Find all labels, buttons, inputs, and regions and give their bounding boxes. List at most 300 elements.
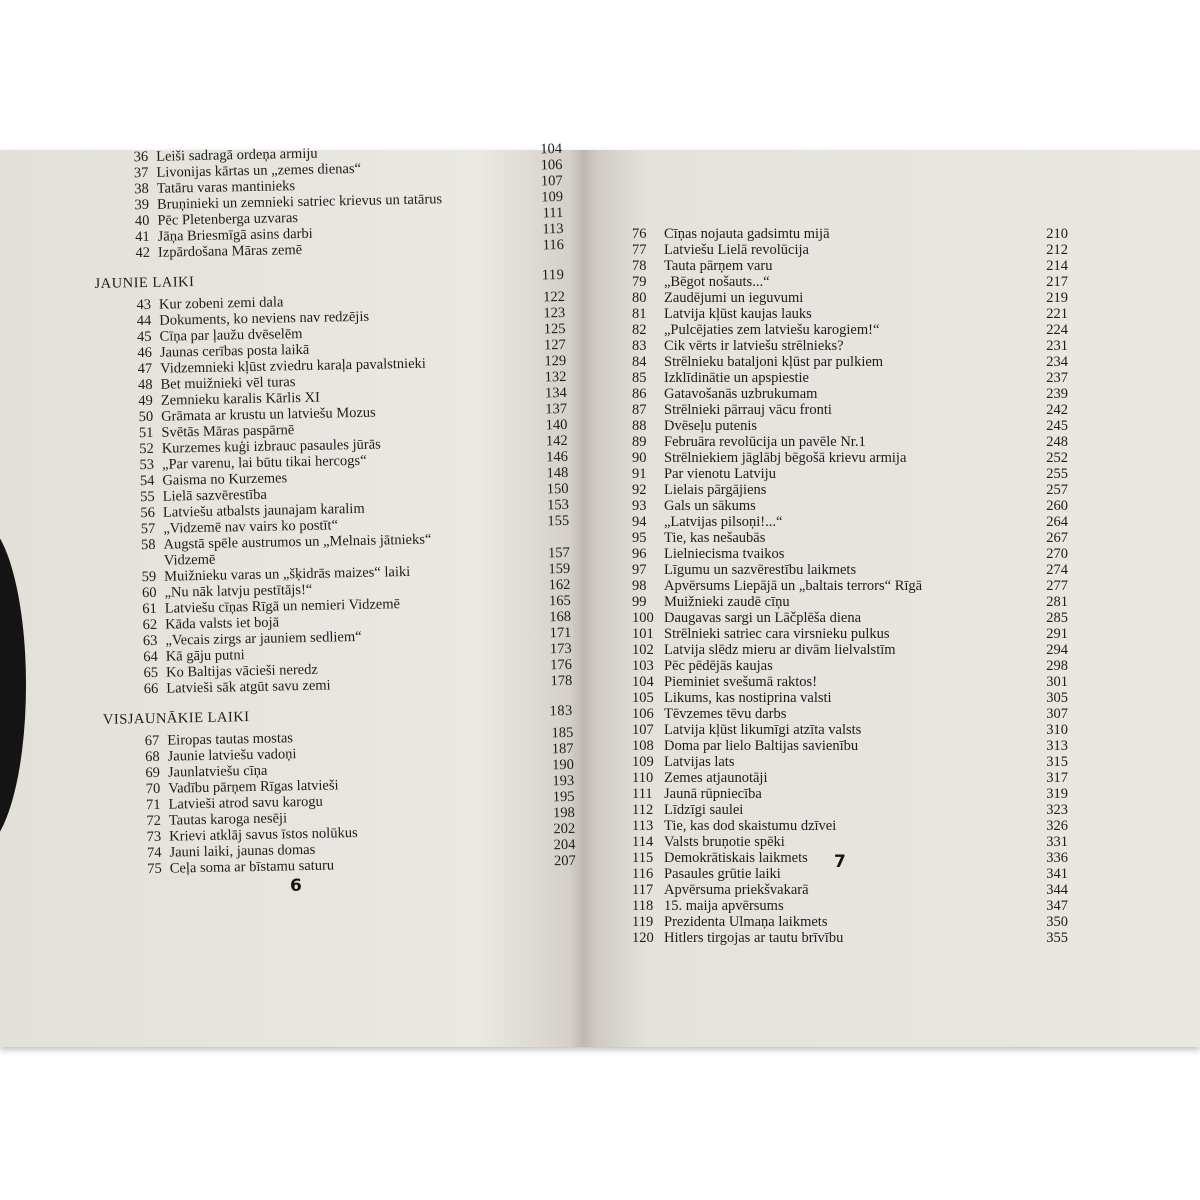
- entry-number: 90: [632, 450, 647, 466]
- entry-title: Augstā spēle austrumos un „Melnais jātnieks“: [163, 531, 432, 553]
- entry-title: Kurzemes kuģi izbrauc pasaules jūrās: [161, 436, 381, 457]
- entry-number: 85: [632, 370, 647, 386]
- toc-entry: [620, 754, 1090, 770]
- entry-title: Zemes atjaunotāji: [664, 770, 768, 786]
- entry-page: 140: [545, 416, 568, 434]
- entry-number: 101: [632, 626, 654, 642]
- entry-number: 40: [134, 212, 150, 230]
- entry-number: 83: [632, 338, 647, 354]
- toc-entry: [620, 418, 1090, 434]
- entry-number: 115: [632, 850, 654, 866]
- entry-page: 127: [543, 336, 566, 354]
- toc-entry: [620, 930, 1090, 946]
- entry-title: „Latvijas pilsoņi!...“: [664, 514, 783, 530]
- entry-number: 99: [632, 594, 647, 610]
- entry-number: 69: [145, 764, 161, 782]
- entry-number: 50: [138, 408, 154, 426]
- toc-entry: [620, 322, 1090, 338]
- entry-number: 59: [141, 568, 157, 586]
- entry-page: 148: [546, 464, 569, 482]
- left-page-contents: [92, 140, 576, 878]
- toc-entry: [620, 450, 1090, 466]
- entry-number: 71: [145, 796, 161, 814]
- toc-entry: [620, 466, 1090, 482]
- entry-number: 76: [632, 226, 647, 242]
- toc-entry: [620, 898, 1090, 914]
- entry-number: 79: [632, 274, 647, 290]
- entry-page: 176: [550, 656, 573, 674]
- entry-title: Latviešu Lielā revolūcija: [664, 242, 809, 258]
- toc-entry: [620, 770, 1090, 786]
- entry-page: 277: [1046, 578, 1068, 594]
- toc-entry: [620, 338, 1090, 354]
- toc-entry: [620, 354, 1090, 370]
- entry-number: 93: [632, 498, 647, 514]
- toc-entry: [620, 866, 1090, 882]
- entry-page: 224: [1046, 322, 1068, 338]
- entry-page: 134: [544, 384, 567, 402]
- entry-number: 102: [632, 642, 654, 658]
- entry-number: 84: [632, 354, 647, 370]
- entry-number: 43: [136, 296, 152, 314]
- entry-title: Strēlniekiem jāglābj bēgošā krievu armija: [664, 450, 907, 466]
- entry-page: 137: [545, 400, 568, 418]
- entry-page: 142: [545, 432, 568, 450]
- entry-title: Jaunas cerības posta laikā: [159, 341, 310, 361]
- toc-entry: [620, 610, 1090, 626]
- toc-entry: [620, 914, 1090, 930]
- entry-number: 118: [632, 898, 654, 914]
- entry-title: Strēlnieku bataljoni kļūst par pulkiem: [664, 354, 884, 370]
- toc-entry: [620, 562, 1090, 578]
- entry-page: 267: [1046, 530, 1068, 546]
- entry-page: 257: [1046, 482, 1068, 498]
- entry-number: 47: [137, 360, 153, 378]
- entry-page: 219: [1046, 290, 1068, 306]
- entry-title: Latvija kļūst likumīgi atzīta valsts: [664, 722, 862, 738]
- entry-page: 104: [540, 140, 563, 158]
- entry-page: 294: [1046, 642, 1068, 658]
- entry-page: 212: [1046, 242, 1068, 258]
- entry-title: Tie, kas dod skaistumu dzīvei: [664, 818, 837, 834]
- entry-number: 109: [632, 754, 654, 770]
- entry-number: 105: [632, 690, 654, 706]
- entry-title: Cīņa par ļaužu dvēselēm: [159, 325, 303, 345]
- entry-title: Muižnieki zaudē cīņu: [664, 594, 790, 610]
- entry-list-left-b: [95, 289, 573, 698]
- entry-title: Jaunie latviešu vadoņi: [167, 746, 297, 765]
- entry-number: 61: [142, 600, 157, 618]
- toc-entry: [620, 498, 1090, 514]
- entry-title: Latvija slēdz mieru ar divām lielvalstīm: [664, 642, 896, 658]
- page-number-left: 6: [290, 876, 302, 896]
- entry-title: Tēvzemes tēvu darbs: [664, 706, 787, 722]
- entry-title: Februāra revolūcija un pavēle Nr.1: [664, 434, 866, 450]
- entry-number: 119: [632, 914, 654, 930]
- entry-page: 331: [1046, 834, 1068, 850]
- entry-number: 63: [142, 632, 158, 650]
- entry-page: 159: [548, 560, 571, 578]
- entry-title: Livonijas kārtas un „zemes dienas“: [156, 160, 362, 181]
- entry-page: 198: [552, 804, 575, 822]
- entry-page: 122: [543, 288, 566, 306]
- toc-entry: [620, 626, 1090, 642]
- entry-title: Gaisma no Kurzemes: [162, 470, 288, 489]
- entry-title: Lielā sazvērestība: [162, 486, 268, 505]
- entry-page: 125: [543, 320, 566, 338]
- entry-title: Grāmata ar krustu un latviešu Mozus: [160, 404, 376, 425]
- toc-entry: [620, 850, 1090, 866]
- entry-page: 195: [552, 788, 575, 806]
- entry-page: 301: [1046, 674, 1068, 690]
- entry-page: 113: [542, 220, 564, 238]
- section-title: JAUNIE LAIKI: [94, 274, 195, 292]
- entry-title: 15. maija apvērsums: [664, 898, 784, 914]
- entry-number: 116: [632, 866, 654, 882]
- entry-title: Dvēseļu putenis: [664, 418, 758, 434]
- entry-number: 117: [632, 882, 654, 898]
- entry-number: 113: [632, 818, 654, 834]
- entry-title: Bet muižnieki vēl turas: [160, 374, 296, 393]
- entry-title: „Bēgot nošauts...“: [664, 274, 770, 290]
- entry-title: Tauta pārņem varu: [664, 258, 773, 274]
- entry-title: Demokrātiskais laikmets: [664, 850, 808, 866]
- entry-page: 255: [1046, 466, 1068, 482]
- entry-number: 95: [632, 530, 647, 546]
- entry-page: 111: [542, 204, 564, 222]
- entry-title: Apvērsuma priekšvakarā: [664, 882, 809, 898]
- entry-number: 53: [139, 456, 155, 474]
- entry-number: 56: [140, 504, 156, 522]
- toc-entry: [620, 226, 1090, 242]
- entry-number: 114: [632, 834, 654, 850]
- entry-title: Jaunā rūpniecība: [664, 786, 762, 802]
- entry-page: 323: [1046, 802, 1068, 818]
- entry-number: 48: [137, 376, 153, 394]
- entry-page: 217: [1046, 274, 1068, 290]
- entry-title: Prezidenta Ulmaņa laikmets: [664, 914, 828, 930]
- entry-title: Daugavas sargi un Lāčplēša diena: [664, 610, 862, 626]
- toc-entry: [620, 738, 1090, 754]
- entry-title: Lielais pārgājiens: [664, 482, 767, 498]
- entry-page: 132: [544, 368, 567, 386]
- entry-number: 111: [632, 786, 653, 802]
- entry-page: 341: [1046, 866, 1068, 882]
- entry-title: Par vienotu Latviju: [664, 466, 776, 482]
- entry-page: 305: [1046, 690, 1068, 706]
- entry-title: Muižnieku varas un „šķidrās maizes“ laiki: [164, 563, 411, 585]
- toc-entry: [620, 370, 1090, 386]
- entry-title: Zemnieku karalis Kārlis XI: [160, 389, 320, 409]
- entry-title: Tatāru varas mantinieks: [156, 178, 296, 197]
- entry-page: 165: [548, 592, 571, 610]
- entry-page: 274: [1046, 562, 1068, 578]
- entry-number: 52: [139, 440, 154, 458]
- entry-number: 51: [138, 424, 154, 442]
- entry-page: 146: [546, 448, 569, 466]
- entry-title: Vadību pārņem Rīgas latvieši: [168, 777, 339, 797]
- entry-page: 285: [1046, 610, 1068, 626]
- entry-page: 204: [553, 836, 576, 854]
- entry-number: 98: [632, 578, 647, 594]
- entry-title: „Pulcējaties zem latviešu karogiem!“: [664, 322, 880, 338]
- entry-number: 78: [632, 258, 647, 274]
- entry-title: Latvieši sāk atgūt savu zemi: [166, 677, 331, 697]
- entry-number: 91: [632, 466, 647, 482]
- entry-number: 46: [137, 344, 153, 362]
- entry-page: 298: [1046, 658, 1068, 674]
- entry-page: 313: [1046, 738, 1068, 754]
- entry-title: „Vidzemē nav vairs ko postīt“: [163, 517, 339, 537]
- entry-title: Strēlnieki pārrauj vācu fronti: [664, 402, 832, 418]
- entry-number: 80: [632, 290, 647, 306]
- entry-page: 171: [549, 624, 572, 642]
- entry-number: 104: [632, 674, 654, 690]
- entry-page: 207: [553, 852, 576, 870]
- entry-page: 221: [1046, 306, 1068, 322]
- entry-page: 193: [552, 772, 575, 790]
- toc-entry: [620, 386, 1090, 402]
- entry-page: 347: [1046, 898, 1068, 914]
- toc-entry: [620, 290, 1090, 306]
- page-number-right: 7: [834, 852, 846, 872]
- toc-entry: [620, 402, 1090, 418]
- entry-title: Vidzemē: [163, 551, 216, 569]
- section-page: 183: [549, 702, 574, 720]
- entry-title: Eiropas tautas mostas: [167, 730, 294, 749]
- toc-entry: [620, 578, 1090, 594]
- entry-number: 64: [143, 648, 158, 666]
- entry-page: 307: [1046, 706, 1068, 722]
- entry-title: Pieminiet svešumā raktos!: [664, 674, 818, 690]
- entry-title: Kur zobeni zemi dala: [158, 294, 284, 313]
- entry-page: 231: [1046, 338, 1068, 354]
- entry-page: 202: [553, 820, 576, 838]
- toc-entry: [620, 258, 1090, 274]
- entry-page: 237: [1046, 370, 1068, 386]
- entry-page: 281: [1046, 594, 1068, 610]
- entry-page: 168: [549, 608, 572, 626]
- entry-title: Izpārdošana Māras zemē: [157, 241, 303, 261]
- entry-page: 214: [1046, 258, 1068, 274]
- toc-entry: [620, 274, 1090, 290]
- entry-title: Jauni laiki, jaunas domas: [169, 841, 316, 861]
- entry-title: Bruņinieki un zemnieki satriec krievus un tatārus: [156, 191, 443, 213]
- entry-number: 103: [632, 658, 654, 674]
- entry-title: Pēc Pletenberga uzvaras: [157, 210, 299, 229]
- entry-title: Hitlers tirgojas ar tautu brīvību: [664, 930, 844, 946]
- entry-number: 38: [134, 180, 149, 198]
- entry-page: 260: [1046, 498, 1068, 514]
- toc-entry: [620, 434, 1090, 450]
- toc-entry: [620, 690, 1090, 706]
- entry-title: Līgumu un sazvērestību laikmets: [664, 562, 857, 578]
- entry-title: Dokuments, ko neviens nav redzējis: [159, 308, 370, 329]
- entry-page: 162: [548, 576, 571, 594]
- entry-page: 210: [1046, 226, 1068, 242]
- entry-number: 66: [143, 680, 159, 698]
- toc-entry: [620, 594, 1090, 610]
- entry-page: 234: [1046, 354, 1068, 370]
- entry-number: 89: [632, 434, 647, 450]
- entry-number: 77: [632, 242, 647, 258]
- entry-title: Likums, kas nostiprina valsti: [664, 690, 832, 706]
- entry-title: Kāda valsts iet bojā: [164, 614, 280, 633]
- entry-number: 100: [632, 610, 654, 626]
- entry-number: 67: [144, 732, 160, 750]
- toc-entry: [620, 642, 1090, 658]
- toc-entry: [620, 482, 1090, 498]
- toc-entry: [620, 674, 1090, 690]
- entry-page: 242: [1046, 402, 1068, 418]
- entry-number: 73: [146, 828, 162, 846]
- entry-title: Svētās Māras paspārnē: [161, 422, 295, 441]
- entry-number: [120, 565, 156, 566]
- entry-page: 319: [1046, 786, 1068, 802]
- entry-title: Zaudējumi un ieguvumi: [664, 290, 804, 306]
- entry-page: 153: [547, 496, 570, 514]
- entry-page: 326: [1046, 818, 1068, 834]
- entry-title: Leiši sadragā ordeņa armiju: [155, 145, 318, 165]
- right-page-contents: [620, 226, 1090, 946]
- entry-page: 150: [546, 480, 569, 498]
- entry-title: Valsts bruņotie spēki: [664, 834, 785, 850]
- entry-page: 185: [551, 724, 574, 742]
- entry-title: Ko Baltijas vācieši neredz: [165, 661, 318, 681]
- entry-number: 37: [133, 164, 149, 182]
- entry-number: 57: [140, 520, 156, 538]
- entry-page: 106: [540, 156, 563, 174]
- entry-number: 94: [632, 514, 647, 530]
- entry-page: 173: [549, 640, 572, 658]
- entry-title: Lielniecisma tvaikos: [664, 546, 785, 562]
- entry-page: 350: [1046, 914, 1068, 930]
- entry-page: 245: [1046, 418, 1068, 434]
- entry-page: 109: [541, 188, 564, 206]
- entry-title: Apvērsums Liepājā un „baltais terrors“ Rīgā: [664, 578, 923, 594]
- entry-page: 291: [1046, 626, 1068, 642]
- entry-title: Latviešu cīņas Rīgā un nemieri Vidzemē: [164, 596, 401, 617]
- entry-title: Doma par lielo Baltijas savienību: [664, 738, 859, 754]
- entry-page: 264: [1046, 514, 1068, 530]
- entry-number: 44: [136, 312, 152, 330]
- entry-title: Cik vērts ir latviešu strēlnieks?: [664, 338, 844, 354]
- entry-page: 157: [547, 544, 570, 562]
- entry-title: Krievi atklāj savus īstos nolūkus: [169, 825, 358, 845]
- entry-number: 107: [632, 722, 654, 738]
- entry-title: Latvija kļūst kaujas lauks: [664, 306, 812, 322]
- entry-title: „Vecais zirgs ar jauniem sedliem“: [165, 628, 362, 649]
- toc-entry: [620, 658, 1090, 674]
- toc-entry: [620, 802, 1090, 818]
- entry-title: Strēlnieki satriec cara virsnieku pulkus: [664, 626, 890, 642]
- entry-title: Izklīdinātie un apspiestie: [664, 370, 809, 386]
- entry-number: 97: [632, 562, 647, 578]
- entry-title: Kā gāju putni: [165, 647, 245, 665]
- entry-number: 60: [141, 584, 157, 602]
- entry-number: 42: [135, 244, 151, 262]
- entry-number: 110: [632, 770, 654, 786]
- entry-title: Gatavošanās uzbrukumam: [664, 386, 818, 402]
- entry-page: 317: [1046, 770, 1068, 786]
- toc-entry: [620, 306, 1090, 322]
- entry-page: 336: [1046, 850, 1068, 866]
- toc-entry: [620, 546, 1090, 562]
- section-title: VISJAUNĀKIE LAIKI: [102, 709, 250, 728]
- entry-title: Pasaules grūtie laiki: [664, 866, 781, 882]
- entry-list-left-a: [92, 141, 564, 262]
- entry-number: 88: [632, 418, 647, 434]
- entry-number: 65: [143, 664, 159, 682]
- entry-number: 87: [632, 402, 647, 418]
- section-page: 119: [541, 266, 565, 284]
- entry-page: 187: [551, 740, 574, 758]
- entry-number: 74: [146, 844, 162, 862]
- entry-number: 70: [145, 780, 161, 798]
- toc-entry: [620, 530, 1090, 546]
- entry-title: Gals un sākums: [664, 498, 756, 514]
- entry-page: 344: [1046, 882, 1068, 898]
- toc-entry: [620, 242, 1090, 258]
- entry-page: 123: [543, 304, 566, 322]
- entry-number: 41: [135, 228, 150, 246]
- entry-title: Pēc pēdējās kaujas: [664, 658, 773, 674]
- entry-page: 190: [551, 756, 575, 774]
- entry-number: 92: [632, 482, 647, 498]
- entry-number: 108: [632, 738, 654, 754]
- entry-number: 112: [632, 802, 654, 818]
- entry-page: 270: [1046, 546, 1068, 562]
- entry-page: 155: [547, 512, 570, 530]
- entry-number: 62: [142, 616, 158, 634]
- entry-page: 129: [544, 352, 567, 370]
- entry-number: 96: [632, 546, 647, 562]
- entry-page: 252: [1046, 450, 1068, 466]
- entry-title: Jaunlatviešu cīņa: [167, 762, 268, 781]
- entry-page: 310: [1046, 722, 1068, 738]
- entry-number: 86: [632, 386, 647, 402]
- entry-page: 248: [1046, 434, 1068, 450]
- entry-number: 82: [632, 322, 647, 338]
- entry-title: Latviešu atbalsts jaunajam karalim: [162, 500, 365, 521]
- entry-number: 39: [134, 196, 150, 214]
- toc-entry: [620, 706, 1090, 722]
- entry-page: 178: [550, 672, 573, 690]
- toc-entry: [620, 818, 1090, 834]
- entry-number: 120: [632, 930, 654, 946]
- entry-title: Latvieši atrod savu karogu: [168, 793, 323, 813]
- entry-title: Līdzīgi saulei: [664, 802, 744, 818]
- toc-entry: [620, 722, 1090, 738]
- entry-title: „Nu nāk latvju pestītājs!“: [164, 581, 313, 601]
- entry-number: 45: [136, 328, 152, 346]
- entry-number: 81: [632, 306, 647, 322]
- toc-entry: [620, 882, 1090, 898]
- entry-title: Ceļa soma ar bīstamu saturu: [169, 857, 335, 877]
- entry-title: Tautas karoga nesēji: [168, 810, 288, 829]
- entry-page: 355: [1046, 930, 1068, 946]
- entry-title: Cīņas nojauta gadsimtu mijā: [664, 226, 830, 242]
- entry-number: 75: [147, 860, 162, 878]
- entry-number: 36: [133, 148, 149, 166]
- entry-page: 116: [542, 236, 565, 254]
- dark-object-edge: [0, 520, 26, 850]
- entry-list-right: [620, 226, 1090, 946]
- entry-number: 106: [632, 706, 654, 722]
- entry-title: „Par varenu, lai būtu tikai hercogs“: [161, 452, 367, 473]
- toc-entry: [620, 786, 1090, 802]
- entry-page: 107: [540, 172, 563, 190]
